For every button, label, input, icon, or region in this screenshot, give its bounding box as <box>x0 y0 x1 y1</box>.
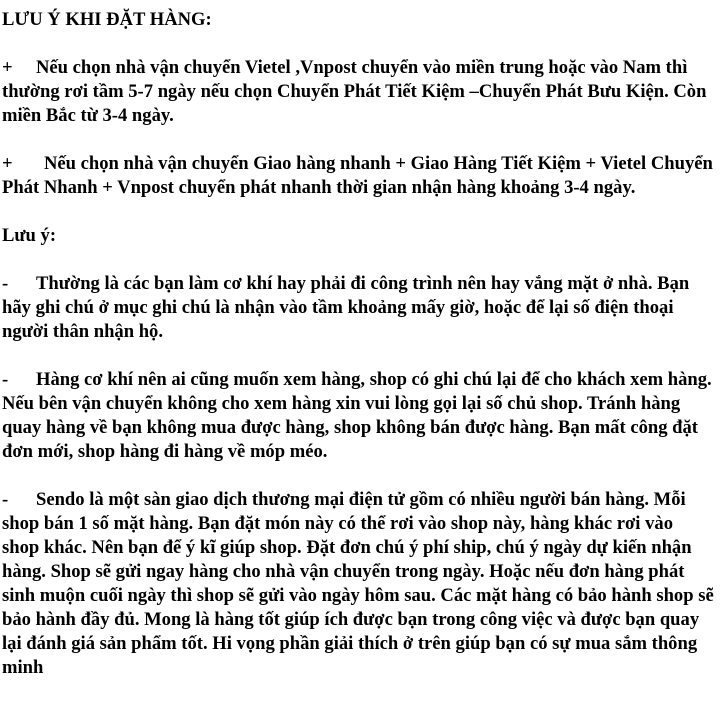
bullet-marker: + <box>2 57 13 78</box>
note-item-1 <box>2 272 714 344</box>
note-label: Lưu ý: <box>2 225 57 246</box>
shipping-note-2 <box>2 152 714 200</box>
note-text: Sendo là một sàn giao dịch thương mại điện tử gồm có nhiều người bán hàng. Mỗi shop bán 1 số mặt hàng. Bạn đặt món này có thể rơi vào shop này, hàng khác rơi vào shop khác. Nên bạn để ý kĩ giúp shop. Đặt đơn chú ý phí ship, chú ý ngày dự kiến nhận hàng. Shop sẽ gửi ngay hàng cho nhà vận chuyển trong ngày. Hoặc nếu đơn hàng phát sinh muộn cuối ngày thì shop sẽ gửi vào ngày hôm sau. Các mặt hàng có bảo hành shop sẽ bảo hành đầy đủ. Mong là hàng tốt giúp ích được bạn trong công việc và được bạn quay lại đánh giá sản phẩm tốt. Hi vọng phần giải thích ở trên giúp bạn có sự mua sắm thông minh <box>2 489 714 678</box>
bullet-marker: + <box>2 153 13 174</box>
shipping-note-1 <box>2 56 714 128</box>
page-heading: LƯU Ý KHI ĐẶT HÀNG: <box>2 9 212 30</box>
shipping-note-text: Nếu chọn nhà vận chuyển Giao hàng nhanh + Giao Hàng Tiết Kiệm + Vietel Chuyển Phát Nhanh + Vnpost chuyển phát nhanh thời gian nhận hàng khoảng 3-4 ngày. <box>2 153 713 198</box>
dash-marker: - <box>2 369 9 390</box>
dash-marker: - <box>2 489 9 510</box>
note-item-2 <box>2 368 714 464</box>
document-body <box>2 8 714 680</box>
note-text: Hàng cơ khí nên ai cũng muốn xem hàng, shop có ghi chú lại để cho khách xem hàng. Nếu bên vận chuyển không cho xem hàng xin vui lòng gọi lại số chủ shop. Tránh hàng quay hàng về bạn không mua được hàng, shop không bán được hàng. Bạn mất công đặt đơn mới, shop hàng đi hàng về móp méo. <box>2 369 712 462</box>
dash-marker: - <box>2 273 9 294</box>
note-text: Thường là các bạn làm cơ khí hay phải đi công trình nên hay vắng mặt ở nhà. Bạn hãy ghi chú ở mục ghi chú là nhận vào tầm khoảng mấy giờ, hoặc để lại số điện thoại người thân nhận hộ. <box>2 273 690 342</box>
shipping-note-text: Nếu chọn nhà vận chuyển Vietel ,Vnpost chuyển vào miền trung hoặc vào Nam thì thường rơi tầm 5-7 ngày nếu chọn Chuyển Phát Tiết Kiệm –Chuyển Phát Bưu Kiện. Còn miền Bắc từ 3-4 ngày. <box>2 57 707 126</box>
note-item-3 <box>2 488 714 680</box>
